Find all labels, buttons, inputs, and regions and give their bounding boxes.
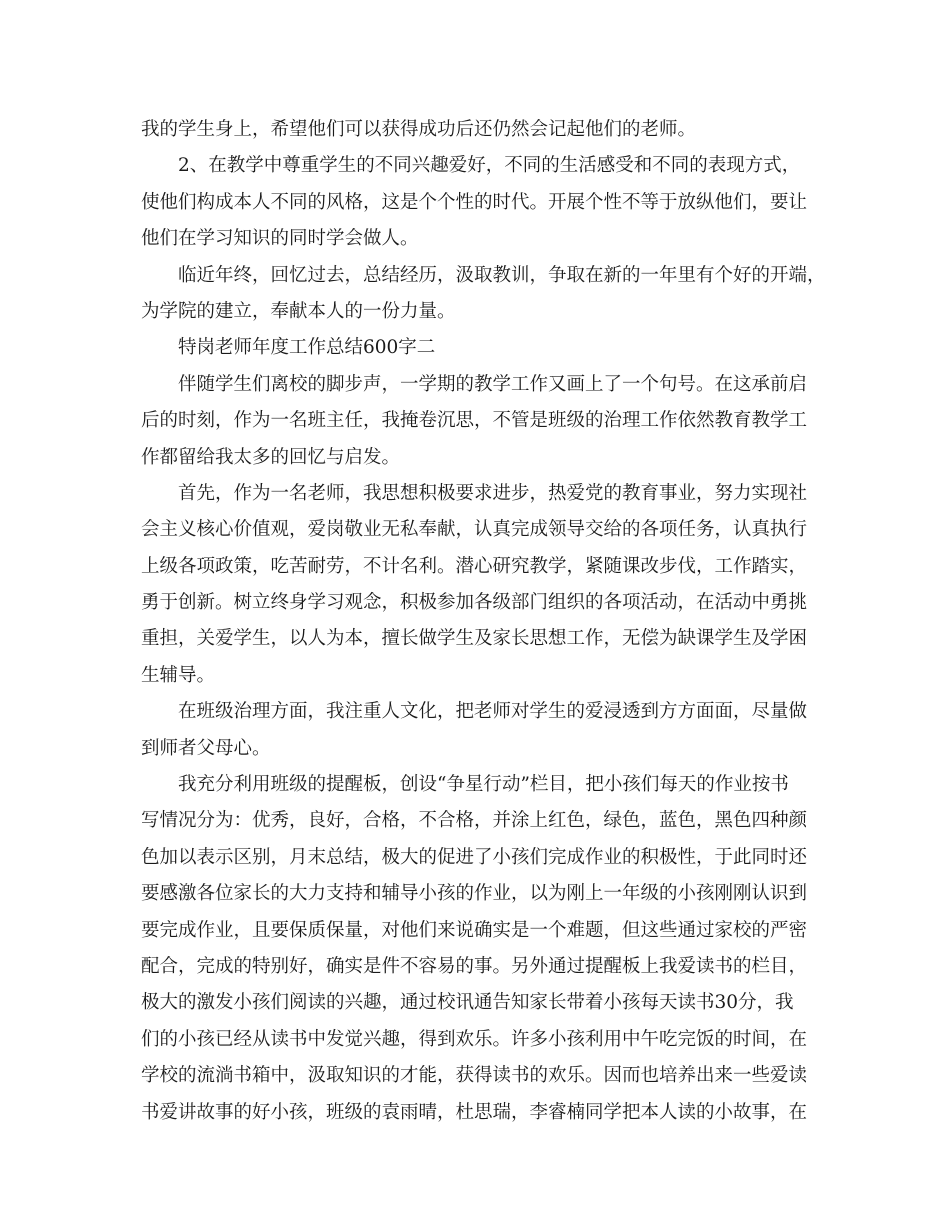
text-line: 书爱讲故事的好小孩，班级的袁雨晴，杜思瑞，李睿楠同学把本人读的小故事，在 (141, 1101, 808, 1123)
text-line: 我充分利用班级的提醒板，创设“争星行动”栏目，把小孩们每天的作业按书 (178, 774, 789, 796)
text-line: 们的小孩已经从读书中发觉兴趣，得到欢乐。许多小孩利用中午吃完饭的时间，在 (141, 1028, 808, 1050)
text-line: 作都留给我太多的回忆与启发。 (141, 446, 401, 468)
text-line: 在班级治理方面，我注重人文化，把老师对学生的爱浸透到方方面面，尽量做 (178, 701, 808, 723)
text-line: 极大的激发小孩们阅读的兴趣，通过校讯通告知家长带着小孩每天读书30分，我 (141, 992, 794, 1014)
text-line: 写情况分为：优秀，良好，合格，不合格，并涂上红色，绿色，蓝色，黑色四种颜 (141, 810, 808, 832)
text-line: 使他们构成本人不同的风格，这是个个性的时代。开展个性不等于放纵他们，要让 (141, 191, 808, 213)
text-line: 我的学生身上，希望他们可以获得成功后还仍然会记起他们的老师。 (141, 119, 697, 140)
text-line: 2、在教学中尊重学生的不同兴趣爱好，不同的生活感受和不同的表现方式， (178, 155, 801, 177)
text-line: 首先，作为一名老师，我思想积极要求进步，热爱党的教育事业，努力实现社 (178, 482, 808, 504)
text-line: 特岗老师年度工作总结600字二 (178, 337, 436, 359)
text-line: 要感激各位家长的大力支持和辅导小孩的作业，以为刚上一年级的小孩刚刚认识到 (141, 883, 808, 905)
text-line: 伴随学生们离校的脚步声，一学期的教学工作又画上了一个句号。在这承前启 (178, 373, 808, 395)
text-line: 会主义核心价值观，爱岗敬业无私奉献，认真完成领导交给的各项任务，认真执行 (141, 519, 808, 541)
document-body (141, 112, 831, 1131)
text-line: 重担，关爱学生，以人为本，擅长做学生及家长思想工作，无偿为缺课学生及学困 (141, 628, 808, 650)
text-line: 配合，完成的特别好，确实是件不容易的事。另外通过提醒板上我爱读书的栏目， (141, 955, 808, 977)
text-line: 他们在学习知识的同时学会做人。 (141, 228, 419, 250)
text-line: 生辅导。 (141, 664, 216, 686)
text-line: 后的时刻，作为一名班主任，我掩卷沉思，不管是班级的治理工作依然教育教学工 (141, 410, 808, 432)
text-line: 到师者父母心。 (141, 737, 271, 759)
text-line: 学校的流淌书箱中，汲取知识的才能，获得读书的欢乐。因而也培养出来一些爱读 (141, 1065, 808, 1087)
text-line: 临近年终，回忆过去，总结经历，汲取教训，争取在新的一年里有个好的开端， (178, 264, 826, 286)
text-line: 为学院的建立，奉献本人的一份力量。 (141, 300, 456, 322)
text-line: 要完成作业，且要保质保量，对他们来说确实是一个难题，但这些通过家校的严密 (141, 919, 808, 941)
text-line: 上级各项政策，吃苦耐劳，不计名利。潜心研究教学，紧随课改步伐，工作踏实， (141, 555, 808, 577)
text-line: 色加以表示区别，月末总结，极大的促进了小孩们完成作业的积极性，于此同时还 (141, 846, 808, 868)
text-line: 勇于创新。树立终身学习观念，积极参加各级部门组织的各项活动，在活动中勇挑 (141, 592, 808, 614)
